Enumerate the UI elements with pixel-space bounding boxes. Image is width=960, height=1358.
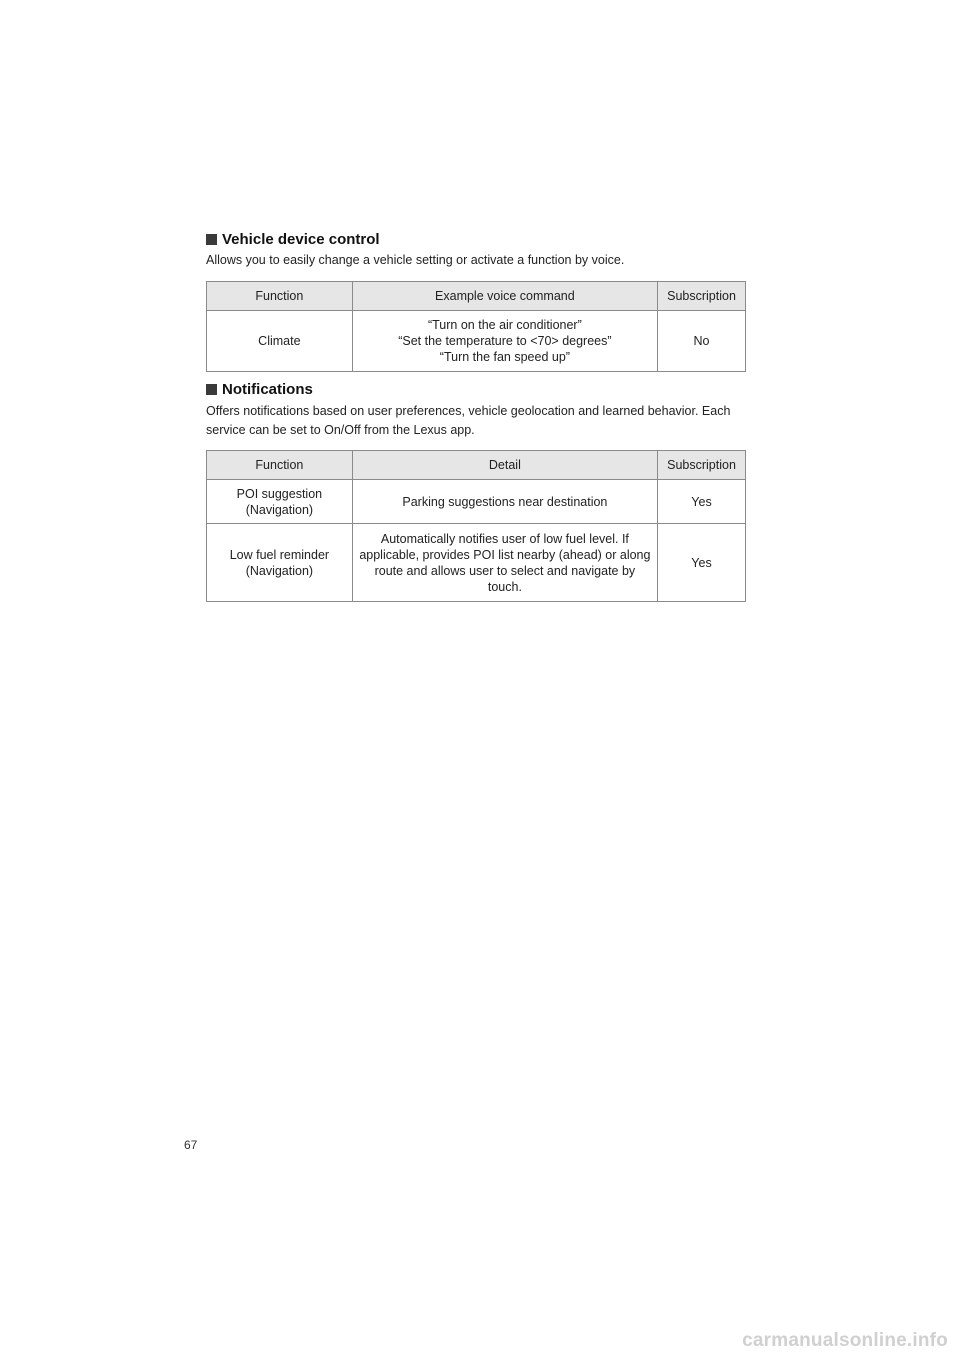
section-title: Notifications <box>222 381 313 398</box>
table-row <box>207 311 746 372</box>
square-bullet-icon <box>206 384 217 395</box>
table-header-row <box>207 451 746 480</box>
table-cell: POI suggestion (Navigation) <box>207 480 353 524</box>
section-description: Allows you to easily change a vehicle setting or activate a function by voice. <box>206 253 625 267</box>
table-row <box>207 480 746 524</box>
table-cell: No <box>658 311 746 372</box>
notifications-table <box>206 450 746 602</box>
section-heading-notifications <box>206 381 313 398</box>
section-title: Vehicle device control <box>222 231 380 248</box>
table-cell: Parking suggestions near destination <box>352 480 657 524</box>
table-cell: Automatically notifies user of low fuel level. If applicable, provides POI list nearby (ahead) or along route and allows user to select and navigate by touch. <box>352 524 657 602</box>
table-header-cell: Subscription <box>658 451 746 480</box>
watermark-text: carmanualsonline.info <box>742 1330 948 1351</box>
table-header-cell: Subscription <box>658 282 746 311</box>
table-row <box>207 524 746 602</box>
page-number: 67 <box>184 1138 198 1152</box>
table-cell: “Turn on the air conditioner” “Set the temperature to <70> degrees” “Turn the fan speed up” <box>352 311 657 372</box>
table-header-cell: Function <box>207 282 353 311</box>
vehicle-device-control-table <box>206 281 746 372</box>
table-header-cell: Example voice command <box>352 282 657 311</box>
table-header-row <box>207 282 746 311</box>
table-header-cell: Function <box>207 451 353 480</box>
table-cell: Yes <box>658 480 746 524</box>
table-cell: Climate <box>207 311 353 372</box>
section-description: Offers notifications based on user preferences, vehicle geolocation and learned behavior. Each service can be set to On/Off from the Lexus app. <box>206 404 731 437</box>
table-cell: Low fuel reminder (Navigation) <box>207 524 353 602</box>
section-heading-vehicle-device-control <box>206 231 380 248</box>
table-cell: Yes <box>658 524 746 602</box>
square-bullet-icon <box>206 234 217 245</box>
table-header-cell: Detail <box>352 451 657 480</box>
